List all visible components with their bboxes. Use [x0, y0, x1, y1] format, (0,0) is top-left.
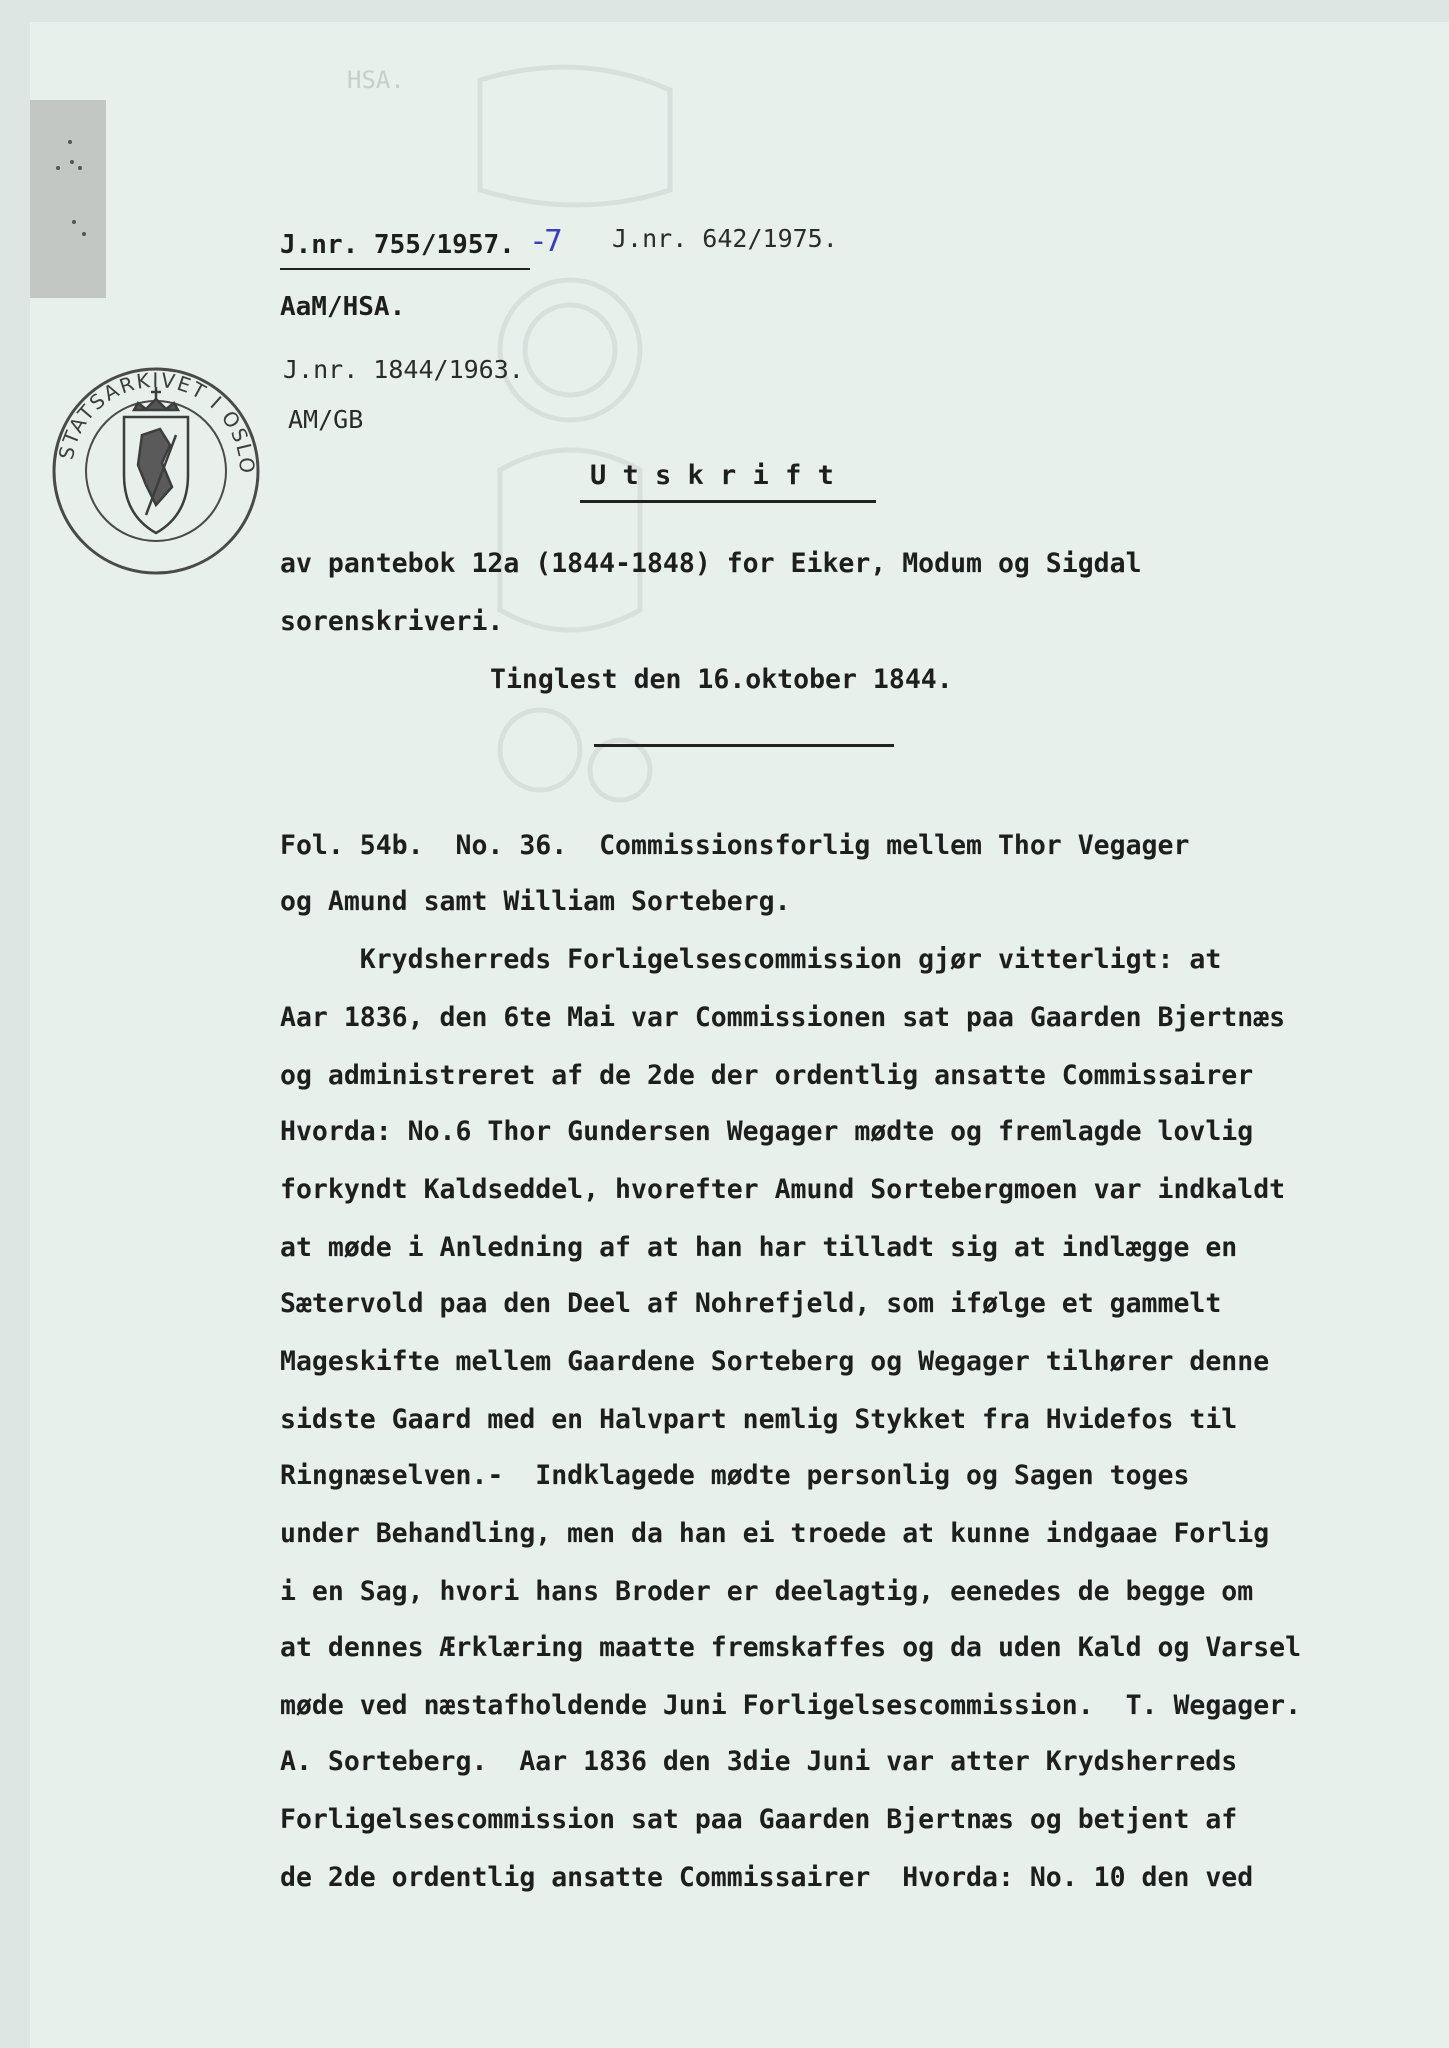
coat-of-arms-icon: [124, 387, 188, 533]
body-line: Mageskifte mellem Gaardene Sorteberg og Wegager tilhører denne: [280, 1346, 1270, 1377]
journal-ref-primary: J.nr. 755/1957.: [280, 230, 515, 260]
journal-ref-secondary: J.nr. 642/1975.: [612, 224, 838, 253]
body-line: forkyndt Kaldseddel, hvorefter Amund Sortebergmoen var indkaldt: [280, 1174, 1286, 1205]
body-line: de 2de ordentlig ansatte Commissairer Hvorda: No. 10 den ved: [280, 1862, 1254, 1893]
body-line: og Amund samt William Sorteberg.: [280, 886, 791, 917]
archive-seal-stamp: [50, 365, 262, 577]
body-line: at dennes Ærklæring maatte fremskaffes og da uden Kald og Varsel: [280, 1632, 1302, 1663]
registration-date: Tinglest den 16.oktober 1844.: [490, 664, 953, 695]
body-line: Sætervold paa den Deel af Nohrefjeld, som ifølge et gammelt: [280, 1288, 1222, 1319]
faint-archive-mark: HSA.: [347, 66, 405, 94]
initials-line-1: AaM/HSA.: [280, 292, 406, 322]
seal-inscription: STATSARKIVET I OSLO: [53, 367, 260, 476]
body-line: Ringnæselven.- Indklagede mødte personlig og Sagen toges: [280, 1460, 1190, 1491]
scan-edge-strip: [30, 100, 106, 298]
body-line: Aar 1836, den 6te Mai var Commissionen sat paa Gaarden Bjertnæs: [280, 1002, 1286, 1033]
body-line: Fol. 54b. No. 36. Commissionsforlig mellem Thor Vegager: [280, 830, 1190, 861]
intro-line-2: sorenskriveri.: [280, 606, 504, 637]
body-line: Hvorda: No.6 Thor Gundersen Wegager mødte og fremlagde lovlig: [280, 1116, 1254, 1147]
section-divider: [594, 744, 894, 747]
intro-line-1: av pantebok 12a (1844-1848) for Eiker, Modum og Sigdal: [280, 548, 1142, 579]
body-line: A. Sorteberg. Aar 1836 den 3die Juni var atter Krydsherreds: [280, 1746, 1238, 1777]
journal-ref-third: J.nr. 1844/1963.: [283, 355, 524, 384]
initials-line-2: AM/GB: [288, 405, 364, 434]
title-underline: [580, 500, 876, 503]
body-line: Krydsherreds Forligelsescommission gjør vitterligt: at: [280, 944, 1222, 975]
document-title: U t s k r i f t: [590, 460, 834, 491]
body-line: Forligelsescommission sat paa Gaarden Bjertnæs og betjent af: [280, 1804, 1238, 1835]
body-line: i en Sag, hvori hans Broder er deelagtig, eenedes de begge om: [280, 1576, 1254, 1607]
body-line: møde ved næstafholdende Juni Forligelsescommission. T. Wegager.: [280, 1690, 1302, 1721]
body-line: sidste Gaard med en Halvpart nemlig Stykket fra Hvidefos til: [280, 1404, 1238, 1435]
body-line: og administreret af de 2de der ordentlig ansatte Commissairer: [280, 1060, 1254, 1091]
body-line: at møde i Anledning af at han har tilladt sig at indlægge en: [280, 1232, 1238, 1263]
handwritten-annotation: -7: [533, 224, 563, 259]
body-line: under Behandling, men da han ei troede at kunne indgaae Forlig: [280, 1518, 1270, 1549]
journal-ref-underline: [280, 268, 530, 270]
